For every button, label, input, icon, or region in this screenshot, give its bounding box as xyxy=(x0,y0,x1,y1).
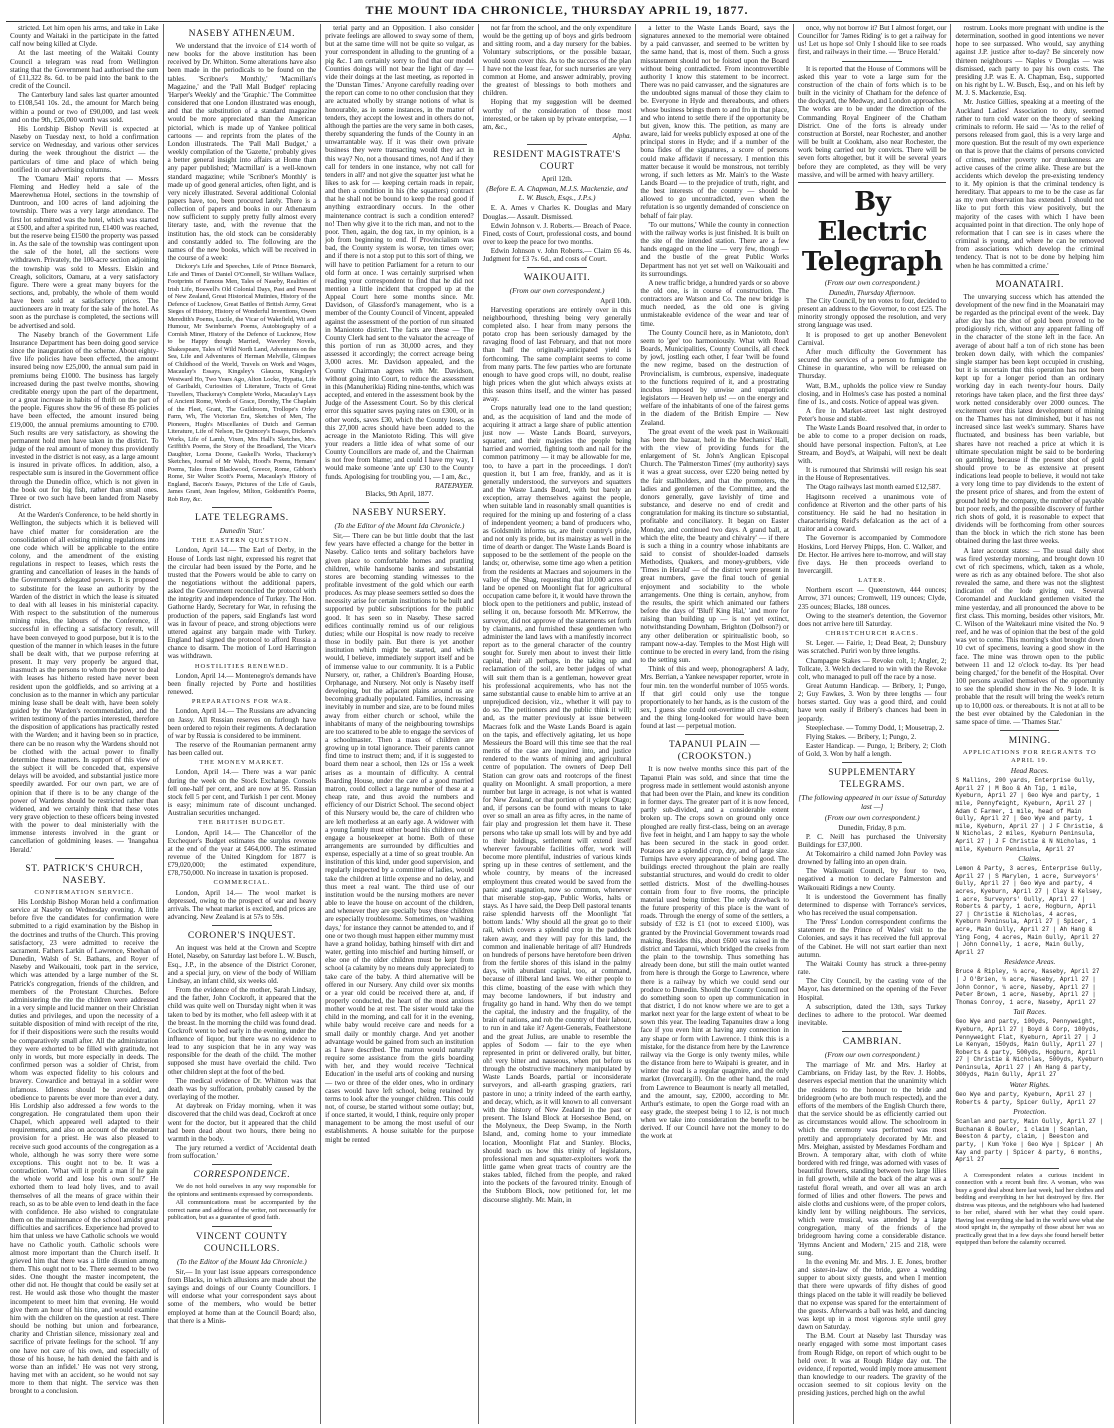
book-list: Dickory's Life and Speeches, Life of Prince Bismarck, Life and Times of Daniel O'Connell, Sir William Wallace, Footprints of Famous Men, Tales of Naseby, Realities of Irish Life, Boswell's Old Colonial Days, Past and Present of New Zealand, Great Historical Mutinies, History of the Defence of Lucknow, Great Battles of British Army, Great Sieges of History, History of Wonderful Inventions, Owen Meredith's Poems, Lucile, the Vicar of Wakefield, Wit and Humour, Mr Swinburne's Poems, Autobiography of a Cornish Miner, History of the Defence of Lucknow, How to be Happy though Married, Waverley Novels, Shakespeare, Tales of Wild North Land, Adventures on the Sea, Life and Adventures of Herman Melville, Glimpses of Childhood of the World, Travels on Work and Wages, Macaulay's Essays, Kingsley's Glaucus, Kingsley's Westward Ho, Two Years Ago, Alton Locke, Hypatia, Life of Garibaldi, Curiosities of Literature, Tracts of Great Travellers, Thackeray's Complete Works, Macaulay's Lays of Ancient Rome, Words of Grace, Dorothy, The Chaplain of the Fleet, Grant, The Guildroom, Trollope's Orley Farm, Wh, The Victorian Era, Sketches of Men, The Pioneers, Hugh's Miscellanies of Dutch and German Literature, Life of Nelson, De Quincey's Essays, Dickens's Works, Life of Lamb, Vixen, Mrs Hall's Sketches, Mrs. Griffith's Poems, the Story of the Broadland, The Vicar's Daughter, Lorna Doone, Gaskell's Works, Thackeray's Sketches, Journal of Mr Walsh, Hood's Poems, Hemans' Poems, Tales from Blackwood, Greece, Rome, Gibbon's Rome, Sir Walter Scott's Poems, Macaulay's History of England, Bacon's Essays, Pictures of the Life of Gauls, James Grant, Jean Ingelow, Milton, Goldsmith's Poems, Rob Roy, &c. xyxy=(167,263,317,503)
supplementary-note: [The following appeared in our issue of Saturday last —] xyxy=(798,793,946,812)
dateline: April 10th. xyxy=(600,297,632,306)
section-label: THE MONEY MARKET. xyxy=(199,759,285,767)
column-3 xyxy=(320,24,478,1424)
divider xyxy=(842,1031,901,1032)
headline-late-telegrams: LATE TELEGRAMS. xyxy=(194,513,289,524)
article-paragraph: A later account states: — The usual daily shot was fired yesterday morning, and brought down 10 cwt of rich specimens, which, taken as a whole, were as rich as any obtained before. The shot also revealed the same, and there was not the slightest indication of the lode giving out. Several Coromandel and Auckland gentlemen visited the mine yesterday, and all pronounced the above to be first class. This morning, besides other visitors, Mr. C. Wilson of the Waitekauri mine visited the No. 9 reef, and he was of opinion that the best of the gold was yet to come. This morning's shot brought down 10 cwt of specimens, leaving a good show in the face. The mine was thrown open to the public between 11 and 12 o'clock to-day. Its 'per head being charged,' for the benefit of the Hospital. Over 100 persons availed themselves of the opportunity to see the splendid show in the No. 9 lode. It is probable that the result will bring the week's return up to 10,000 ozs. or thereabouts. It is not at all to be the best ever obtained by the Caledonian in the same space of time. — 'Thames Star.' xyxy=(955,546,1105,726)
divider xyxy=(212,1164,271,1165)
editorial-note: All communications must be accompanied by the correct name and address of the writer, not necessarily for publication, but as a guarantee of good faith. xyxy=(167,1199,317,1222)
article-paragraph: A new traffic bridge, a hundred yards or so above the old one, is in course of construction. The contractors are Watson and Co. The new bridge is much needed, as the old one is giving unmistakeable evidence of the wear and tear of time. xyxy=(640,278,789,328)
headline-tapanui-plain: TAPANUI PLAIN — (CROOKSTON.) xyxy=(668,740,761,763)
correspondent-source: (From our own correspondent.) xyxy=(824,1050,920,1060)
telegram-item: The Otago railways last month earned £12,587. xyxy=(805,483,941,492)
headline-resident-magistrate: RESIDENT MAGISTRATE'S COURT xyxy=(493,150,621,173)
article-paragraph: The unvarying success which has attended the development of the new find in the Moanatairi may be regarded as the principal event of the week. Day after day has the shot of gold been proved to be prodigiously rich, without any apparent falling off in the character of the stone left in the face. An average of about half a ton of rich stone has been broken down daily, with which the companies' single stamper has been kept occupied in crushing, but it is uncertain that this operation has not been kept up for a longer period than an ordinary working day in each twenty-four hours. Daily retorings have taken place, and the first three days' work netted considerably over 2000 ounces. The excitement over this latest development of mining on the Thames has not diminished, but it has not increased since last week's summary. Shares have fluctuated, and business has been variable, but shares have not reached a price at which it is ultimate speculation might be said to be bordering on gambling, because if the present shot of gold should prove to be as extensive at present indications lead people to believe, it would not take a very long time to pay dividends to the extent of the present price of shares, and from the extent of ground held by the company, the number of payable but poor reefs, and the possible discovery of further rich shots of gold, it is reasonable to expect that dividends will be forthcoming from other sources than the block in which the rich stone has been obtained during the last three weeks. xyxy=(955,292,1105,546)
correspondent-source: (From our own correspondent.) xyxy=(824,813,920,823)
article-paragraph: London, April 14.— Montenegro's demands have been finally rejected by Porte and hostilities renewed. xyxy=(167,671,317,697)
section-label: HOSTILITIES RENEWED. xyxy=(194,662,289,670)
correspondent-source: (From our own correspondent.) xyxy=(509,286,605,296)
signature: RATEPAYER. xyxy=(435,481,474,490)
article-paragraph: The 'Oamaru Mail' reports that — Messrs Fleming and Hedley held a sale of the Maerewhenua Hotel, sections in the township of Duntroon, and 100 acres of land adjoining the township. There was a very large attendance. The first lot submitted was the hotel, which was started at £500, and after a spirited run, £1400 was reached, but the reserve being £1500 the property was passed in. As the sale of the township was contingent upon the sale of the hotel, all the sections were withdrawn. Privately, the 100-acre section adjoining the township was sold to Messrs. Elskin and Creagh, solicitors, Oamaru, at a very satisfactory figure. There were a great many buyers for the sections, and, probably, the whole of them would have been sold at satisfactory prices. The auctioneers are in treaty for the sale of the hotel. As soon as the purchase is completed, the sections will be advertised and sold. xyxy=(10,174,159,330)
divider xyxy=(798,182,947,183)
article-paragraph: The Naseby branch of the Government Life Insurance Department has been doing good service since the inauguration of the scheme. About eighty-five life policies have been effected, the amount insured being now £25,000, the annual sum paid in premiums being £1000. The business has largely increased during the past twelve months, showing creditable energy upon the part of the department, or a great increase in habits of thrift on the part of the people. Figures show the 96 of these 85 policies have been effected, the amount insured being £19,000, the annual premiums amounting to £700. Such results are very satisfactory, as showing the permanent hold men have taken in the district. To judge of the real amount of money thus providently invested in the district is not easy, as a large amount is insured in private offices. In addition, also, a respectable sum is insured in the Government office through the Dunedin office, which is not given in the book out for big fish, rather than small ones. Three or two such have been landed from Naseby district. xyxy=(10,330,159,511)
headline-moanatairi: MOANATAIRI. xyxy=(995,279,1064,290)
telegraph-source: (From our own correspondent.) xyxy=(824,277,920,287)
telegram-item: St. Leger. — Fairie, 1; Dead Beat, 2; Dunsbury was scratched. Puriri won by three lengths. xyxy=(797,639,947,656)
telegram-item: Flying Stakes. — Bribery, 1; Pungo, 2. xyxy=(805,732,917,741)
section-label: Head Races. xyxy=(1010,766,1049,776)
article-paragraph: It is now twelve months since this part of the Tapanui Plain was sold, and since that time the progress made in settlement would astonish anyone that had been over the Plain, and knew its condition in former days. The greater part of it is now fenced, partly sub-divided, and a considerable extent broken up. The crops sown on ground only once ploughed are really first-class, being on an average five feet in height, and I am happy to say the whole has been secured in the stack in good order. Potatoes are a splendid crop, dry, and of large size. Turnips have every appearance of being good. The buildings erected throughout the plain are really substantial structures, and would do credit to older settled districts. Most of the dwelling-houses contain from four to five rooms, the principle material used being timber. The only drawback to the future prosperity of this place is the want of roads. Through the energy of some of the settlers, a subsidy of £32 is £1 (not to exceed £100), was granted by the Provincial Government towards road making. Besides this, about £600 was raised in the district and Tapanui, which bridged the creeks from the plain to the township. Thus something has already been done, but still the main outlet wanted from here is through the Gorge to Lawrence, where there is a railway by which we could send our produce to Dunedin. Should the County Council not do something soon to open up communication in that district, I do not know where we are to get a market next year for the large extent of wheat to be sown this year. The leading Tapanuites draw a long face if you even hint at having any connection in any shape or form with Lawrence. I think this is a mistake, for the distance from here by the Lawrence railway via the Gorge is only twenty miles, while the distance from here to Waipahi is greater, and in winter the road is a regular quagmire, and the only market (Invercargill). On the other hand, the road from Lawrence to Beaumont is nearly all metalled, and the amount, say, £2000, according to Mr. Arthur's estimate, to open the Gorge road with an easy grade, the steepest being 1 to 12, is not much when we take into consideration the benefit to be derived. If our Council have not the money to do the work at xyxy=(640,765,789,1141)
article-paragraph: E. A. Ames v Charles K. Douglas and Mary Douglas.— Assault. Dismissed. xyxy=(482,204,632,221)
telegram-item: It is proposed to get up another Benevolent Carnival. xyxy=(797,330,947,347)
divider xyxy=(212,925,271,926)
letter-to-editor: (To the Editor of the Mount Ida Chronicle.) xyxy=(334,521,465,531)
mining-list: Geo Wye and party, Kyeburn, April 27 | Roberts & party, Spicer Gully, April 27 xyxy=(955,1091,1096,1106)
headline-supplementary-telegrams: SUPPLEMENTARY TELEGRAMS. xyxy=(828,768,917,791)
mining-subheading: APPLICATIONS FOR REGRANTS TO APRIL 19. xyxy=(962,748,1097,765)
divider xyxy=(842,762,901,763)
article-paragraph: 'To our muttons,' While the county in connection with the railway works is just finished. It is built on the site of the intended station. There are a few hands engaged on the line — very few, though — and the bustle of the great Public Works Department has not yet set well on Waikouaiti and its surroundings. xyxy=(640,220,789,278)
telegram-item: At Tokomairiro a child named John Povley was drowned by falling into an open drain. xyxy=(797,849,947,867)
section-label: THE BRITISH BUDGET. xyxy=(198,819,286,827)
court-bench: (Before E. A. Chapman, M.J.S. Mackenzie, and L. W. Busch, Esqs., J.P.s.) xyxy=(486,184,628,203)
telegram-item: Northern escort — Queenstown, 444 ounces; Arrow, 371 ounces; Cromwell, 119 ounces; Clyde, 235 ounces; Blacks, 188 ounces. xyxy=(797,586,947,611)
telegram-item: The City Council, by ten votes to four, decided to present an address to the Governor, to cost £25. The minority strongly opposed the resolution, and very strong language was used. xyxy=(797,296,947,330)
divider xyxy=(685,734,744,735)
editorial-note: We do not hold ourselves in any way responsible for the opinions and sentiments expressed by correspondents. xyxy=(167,1183,317,1198)
signature: Alpha. xyxy=(612,132,632,141)
section-label: Claims. xyxy=(1018,854,1042,864)
article-paragraph: We understand that the invoice of £14 worth of new books for the above institution has been received by Dr. Whitton. Some alterations have also been made in the periodicals to be found on the tables. 'Scribner's Monthly,' 'Macmillan's Magazine,' and the 'Pall Mall Budget' replacing 'Harper's Weekly' and the 'Graphic.' The Committee considered that one London illustrated was enough, and that the substitution of a standard magazine would be more appreciated than the American pictorial, which is made up of Yankee political cartoons — and reprints from the plates of the London illustrateds. The 'Pall Mall Budget,' a weekly compilation of the 'Gazette,' probably gives a better general insight into affairs at Home than any paper published; 'Macmillan' is a well-known standard magazine; while 'Scribner's Monthly' is made up of good general articles, often light, and is very nicely illustrated. Several additional Colonial papers have, too, been procured lately. There is a collection of papers and books in our Athenæum now sufficient to supply pretty fully almost every literary taste, and, with the revenue that the institution has, the old stock can be considerably and constantly added to. The following are the names of the new books, which will be received in the course of a week: xyxy=(167,42,317,263)
headline-waikouaiti: WAIKOUAITI. xyxy=(523,273,591,284)
column-2 xyxy=(163,24,321,1424)
telegram-item: A fire in Market-street last night destroyed Peter's house and stable. xyxy=(797,407,947,424)
article-paragraph: London, April 14.— There was a war panic during the week on the Stock Exchange. Consols fell one-half per cent, and are now at 95. Russian stock fell 5 per cent, and Turkish 1 per cent. Money is easy; minimum rate of discount unchanged. Australian securities unchanged. xyxy=(167,768,317,818)
telegram-item: Steeplechase. — Tommy Dodd, 1; Mousetrap, 2. xyxy=(805,723,945,732)
telegram-source: Dunedin 'Star.' xyxy=(219,526,265,536)
telegram-item: The Governor is accompanied by Commodore Hoskins, Lord Hervey Phipps, Hon. C. Walker, and Dr. Hector. He arrives here to-morrow, and will stay five days. He then proceeds overland to Invercargill. xyxy=(797,534,947,575)
article-paragraph: The Canterbury land sales last quarter amounted to £108,541 10s. 2d., the amount for March being within a pound or two of £90,000, and last week and on the 9th, £26,000 worth was sold. xyxy=(10,91,159,124)
section-label: COMMERCIAL. xyxy=(213,879,271,887)
article-paragraph: The jury returned a verdict of 'Accidental death from suffocation.' xyxy=(167,1144,317,1161)
mining-list: Scanlan and party, Main Gully, April 27 | Buchanan & Bowler, 1 claim | Scanlan, Beeston & party, claim, | Beeston and party, | Kum Yoke | Geo Wye | Spicer | Ah Kay and party | Spicer & party, 6 months, April 27 xyxy=(955,1118,1104,1164)
divider xyxy=(1000,730,1059,731)
divider xyxy=(1000,1168,1059,1169)
article-paragraph: From the evidence of the mother, Sarah Lindsay, and the father, John Cockroft, it appeared that the child was quite well on Thursday night when it was taken to bed by its mother, who fell asleep with it at the breast. In the morning the child was found dead. Cockroft went to bed early in the evening, under the influence of liquor, but there was no evidence to lead to any suspicion that he in any way was responsible for the death of the child. The mother supposed she must have overlaid the child. Two other children slept at the foot of the bed. xyxy=(167,986,317,1076)
mining-list: Bruce & Ripley, ¼ acre, Naseby, April 27 | J O'Brien, ¼ acre, Naseby, April 27 | John Connor, ¼ acre, Naseby, April 27 | Peter Brown, 1 acre, Naseby, April 27 | Thomas Conroy, 1 acre, Naseby, April 27 xyxy=(955,968,1100,1006)
article-paragraph: Hoping that my suggestion will be deemed worthy of the consideration of those most interested, or be taken up by private enterprise, — I am, &c., xyxy=(482,98,632,131)
article-paragraph: Crops naturally lead one to the land question; and, as the acquisition of land and the mode of acquiring it attract a large share of public attention just now — Waste Lands Board, surveyors, squatter, and their majesties the people being harried and worried, fighting tooth and nail for the common patrimony — it may be allowable for me, too, to have a part in the proceedings. I don't question it, but I am free, frankly, and as it is generally understood, the surveyors and squatters and the Waste Lands Board, with but barely an exception, array themselves against the people, when suitable land in reasonably small quantities is required for the mining up and fostering of a class of independent yeomen; a band of producers who, as Goldsmith informs us, are their country's pride, and not only its pride, but its mainstay as well in the time of dearth or danger. The Waste Lands Board is supposed to be the settlement of the people on the lands; or, otherwise, some time ago when a petition from the residents at Macraes and sojourners in the valley of the Shag, requesting that 10,000 acres of land be opened on Moonlight flat for agricultural occupation came before it, it would have thrown the block open to the petitioners and public, instead of selling it on, because forsooth Mr. M'Kerrow, the surveyor, did not approve of the statements set forth by claimants, and furnished these gentlemen who administer the land laws with a manifestly incorrect report as to the general character of the country sought for. Surely men about to invest their little capital, their all perhaps, in the taking up and reclamation of the soil, are better judges of what will suit them than is a gentleman, however great his professional acquirements, who has not the same substantial cause to enable him to arrive at an unprejudiced decision, viz., whether it will pay to do so. The petitioners and the public think it will; and, as the matter previously at issue between Macraes folk and the Waste Lands Board is again on the tapis, and effectively agitating, let us hope Messieurs the Board will this time see that the real merits of the case are inquired into, and justice rendered to the wants of mining and agricultural centre of population. The owners of Deep Dell Station can grow oats and rootcrops of the finest quality on Moonlight. A small proportion, a mere number but large in acreage, is not what is wanted for New Zealand, or that portion of it yclept Otago; and, if persons can be found with means to take over so small an area as fifty acres, in the name of fair play and progression let them have it. These persons who take up small lots will by and bye add to their holdings, settlement will extend itself wherever favourable facilities offer, work will become more plentiful, industries of various kinds spring up in these centres of settlement, and the whole country, by means of the increased employment thus created would be saved from the panic and stagnation, now so common, whenever that miserable stop-gap, Public Works, halts or stays. As I have said, the Deep Dell pastoral tenants raise splendid harvests off the Moonlight 'fat bottom lands.' Why should all the great go to their rail, which covers a splendid crop in the paddock taken away, and they will pay for this land, the common and inalienable heritage of all? Hundreds on hundreds of persons have heretofore been driven from the fertile shores of this island in the palmy days, with abundant capital, too, at command, because of illiberal land laws. We either people to this clime, boasting of the ease with which they may become landowners, if but industry and frugality go hand in hand. Why then do we tempt the capital, the industry and the frugality, of the brain of nations, and rob the country of their labour, to run in and take it? Agent-Generals, Featherstone and the great Julius, are unable to resemble the apples of Sodom — fair to the eye when represented in print or delivered orally, but bitter, oh! very bitter and nauseous, when put before us through the obstructive machinery manipulated by Waste Lands Boards, partial or inconsiderate surveyors, and all-earth grasping graziers, rari pastore in uno; a trinity indeed of the earth earthy, and decay, which, as it will known to all conversant with the history of New Zealand in the past or present. The Island Block at Horseshoe Bend, on the Molyneux, the Deep Swamp, in the North Island, and, coming home to your immediate location, Moonlight Flat and Stanley. Blocks, should teach us how this trinity of legislators, professional men and squatter-exploiters work the little game when great tracts of country are the stakes tabled, filched from the people, and raked into the pockets of the favoured trinity. Enough of the Stubborn Block, now petitioned for, let me discourse slightly. Mr. Main, in xyxy=(482,404,632,1204)
article-paragraph: The marriage of Mr. and Mrs. Harley at Cambrians, on Friday last, by the Rev. J. Hobbs, deserves especial mention that the unanimity which the residents to the honour to the bride and bridegroom (who are both much respected), and the efforts of the members of the English Church there, that the service should be as efficiently carried out as circumstances would allow. The schoolroom in which the ceremony was performed was most prettily and appropriately decorated by Mr. and Mrs. Meighan, assisted by Mesdames Fordham and Brown. A temporary altar, with cloth of white bordered with red fringe, was adorned with vases of beautiful flowers, standing between two large lilies in full growth, while at the back of the altar was a tasteful floral wreath, and over all was an arch formed of lilies and other flowers. The pews and aisle cloths and cushions were, of the proper colors, kindly lent by willing neighbours. The services, which were musical, was attended by a large congregation, many of the friends of the bridegroom having come a considerable distance. 'Hymns Ancient and Modern,' 215 and 218, were sung. xyxy=(797,1061,947,1257)
telegram-item: The Waste Lands Board resolved that, in order to be able to come to a proper decision on roads, should have personal inspection. Fulton's, at Lee Stream, and Boyd's, at Waipahi, will next be dealt with. xyxy=(797,424,947,465)
telegram-item: P. C. Neill has purchased the University Buildings for £37,000. xyxy=(797,832,947,849)
mining-list: Lemon & Party, 3 acres, Enterprise Gully, April 27 | S Marylen, 1 acre, Surveyors' Gully, April 27 | Geo Wye and party, 4 acres, Kyeburn, April 27 | Clay & Kelsey, 1 acre, Surveyors' Gully, April 27 | Roberts & party, 1 acre, Hogburn, April 27 | Christie & Nicholas, 4 acres, Kyeburn Peninsula, April 27 | Spicer, 1 acre, Main Gully, April 27 | Ah Hang & Ying Fong, 4 acres, Main Gully, April 27 | John Connelly, 1 acre, Main Gully, April 27 xyxy=(955,865,1104,956)
telegram-item: A subscription, dated the 13th, says Turkey declines to adhere to the protocol. War deemed inevitable. xyxy=(797,1002,947,1027)
masthead xyxy=(6,0,1108,22)
telegram-item: It is understood the Government has finally determined to dispense with Torrance's services, who has received the usual compensation. xyxy=(797,892,947,917)
article-paragraph: stricted. Let him open his arms, and take in Lake County and Waitaki in the participate in the fatted calf now being killed at Clyde. xyxy=(10,24,159,49)
article-paragraph: London, April 14.— The Earl of Derby, in the House of Lords last night, expressed his regret that the circular had been issued by the Porte, and he trusted that the Powers would be able to carry on the negotiations without the additional papers, asked the Government reconciled the protocol with the integrity and independence of Turkey. The Hon. Gathorne Hardy, Secretary for War, in refusing the production of the papers, said England's last word was in favour of peace, and strong objections were uttered against any bargain made with Turkey. England had signed the protocol to afford Russia a chance to disarm. The motion of Lord Harrington was withdrawn. xyxy=(167,546,317,661)
article-paragraph: An inquest was held at the Crown and Sceptre Hotel, Naseby, on Saturday last before L. W. Busch, Esq., J.P., in the absence of the District Coroner, and a special jury, on view of the body of William Lindsay, an infant child, six weeks old. xyxy=(167,944,317,985)
headline-correspondence: CORRESPONDENCE. xyxy=(193,1170,291,1181)
letter-to-editor: (To the Editor of the Mount Ida Chronicle.) xyxy=(176,1256,307,1266)
section-label: CHRISTCHURCH RACES. xyxy=(825,630,919,638)
article-paragraph: rostrum. Looks more pregnant with undine is the determination, soothed in good intentions we never hope to see surpassed. Who would, say anything against J.P. justice after to-day? Be sincerely now thirteen neighbours — Naples v Douglas — was dismissed, each party to pay his own costs. The presiding J.P. was E. A. Chapman, Esq., supported on his right by L. W. Busch, Esq., and on his left by M. J. S. Mackenzie, Esq. xyxy=(955,24,1105,98)
column-5 xyxy=(635,24,793,1424)
telegram-item: Watt, B.M., upholds the police view re Sunday closing, and in Holmes's case has posted a nominal fine of 1s., and costs. Notice of appeal was given. xyxy=(797,381,947,406)
section-label: THE EASTERN QUESTION. xyxy=(191,537,292,545)
telegram-item: After much difficulty the Government has secured the services of a person to fumigate the Chinese in quarantine, who will be released on Thursday. xyxy=(797,347,947,381)
dateline: Blacks, 9th April, 1877. xyxy=(365,489,434,498)
section-label: Protection. xyxy=(1013,1107,1047,1117)
telegram-item: Champagne Stakes — Revoke colt, 1; Angler, 2; Tollcate, 3. Welch declared to win with the Revoke colt, who managed to pull off the race by a nose. xyxy=(797,656,947,681)
mining-list: S Mallins, 200 yards, Enterprise Gully, April 27 | M Boo & Ah Tip, 1 mile, Kyeburn, April 27 | Geo Wye and party, 1 mile, Pennyfeight, Kyeburn, April 27 | Adam C Farmer, 1 mile, head of Main Gully, April 27 | Geo Wye and party, 1 mile, Kyeburn, April 27 | J F Christie, & N Nicholas, 2 miles, Kyeburn Peninsula, April 27 | J F Christie & N Nicholas, 1 mile, Kyeburn Peninsula, April 27 xyxy=(955,777,1104,853)
headline-vincent-county: VINCENT COUNTY COUNCILLORS. xyxy=(195,1231,288,1254)
telegram-item: Owing to the steamer's detention, the Governor does not arrive here till Saturday. xyxy=(797,611,947,628)
section-label: Water Rights. xyxy=(1009,1080,1051,1090)
article-paragraph: once, why not borrow it? But I almost forget, our Councillor for 'James Riding' is to get a railway for us! Let us hope so! Only I should like to see roads first, and railways in their time. — 'Bruce Herald.' xyxy=(797,24,947,57)
article-paragraph: Harvesting operations are entirely over in this neighbourhood, threshing being very generally completed also. I hear from many persons the potato crop has been seriously damaged by the ravaging flood of last February, and that not more than half the originally-anticipated yield is forthcoming. The same complaint seems to come from many parts. The few parties who are fortunate enough to have good crops will, no doubt, realise high prices when the glut which always exists at this season thins itself, and the winter has passed away. xyxy=(482,305,632,404)
article-paragraph: Think of this and weep, phonographers! A lady, Mrs. Berrian, a Yankee newspaper reporter, wrote in four min. ten the wonderful number of 1055 words. If that girl could only use the tongue proportionately to her hands, as is the custom of the sex, I guess she could out-overtime all cre-a-shun; and the thing long-looked for would have been found at last — perpetual motion. xyxy=(640,665,789,731)
telegram-item: The Waitaki County has struck a three-penny rate. xyxy=(797,959,947,977)
article-paragraph: His Lordship Bishop Nevill is expected at Naseby on Tuesday next, to hold a confirmation service on Wednesday, and various other services during the week throughout the district — the particulars of time and place of which being notified in our advertising columns. xyxy=(10,124,159,174)
headline-naseby-nursery: NASEBY NURSERY. xyxy=(352,508,447,519)
article-paragraph: At the Warden's Conference, to be held shortly in Wellington, the subjects which it is believed will have chief matter for consideration are the consolidation of all existing mining regulations into one code which will be applicable to the entire colony, and the amendment of the existing regulations in respect to leases, which rests the granting and cancellation of leases in the hands of the Government's delegated powers. It is proposed to substitute for the lease an authority by the Warden of the district in which the lease is situated to deal with all leases in his ministerial capacity. With respect to the substitution of the numerous mining rules, the labours of the Conference, if successful in effecting a satisfactory result, will have been conveyed to good purpose, but it is to the question of the manner in which leases in the future shall be dealt with, that we purpose referring at present. It may very properly be argued that, inasmuch as the persons to whom the power to deal with leases has hitherto rested have never been resident upon the goldfields, and so arriving at a conclusion as to the manner in which any particular mining lease shall be dealt with, have been solely guided by the Warden's recommendation, and the written testimony of the parties interested, therefore the disposition of applications has practically rested with the Warden; and it having been so in practice, there can be no reason why the Wardens should not be clothed with the actual power to finally determine these matters. In support of this view of the subject it will be conceded that, expensive delays will be avoided, and substantial justice more speedily awarded. For our own part, we are of opinion that if there is to be any change of the power of Wardens should be restricted rather than widened, and we certainly think that these votes very grave objection to these officers being invested with the power to deal ministerially with the immense interests involved in the grant or cancellation of goldmining leases. — 'Inangahua Herald.' xyxy=(10,511,159,854)
telegram-item: The 'Press' London correspondent confirms the statement re the Prince of Wales' visit to the Colonies, and says it has received the full approval of the Cabinet. He will not start earlier than next autumn. xyxy=(797,918,947,959)
article-paragraph: Edwin Johnson v. J. Roberts.— Breach of Peace. Fined, costs of Court, professional costs, and bound over to keep the peace for two months. xyxy=(482,221,632,246)
headline-coroners-inquest: CORONER'S INQUEST. xyxy=(187,931,296,942)
article-paragraph: The reserve of the Roumanian permanent army has been called out. xyxy=(167,740,317,758)
article-paragraph: The County Council here, as in Maniototo, don't seem to 'gee' too harmoniously. What with Road Boards, Municipalities, County Councils, all check by jowl, jostling each other, I fear 'twill be found the new regime, based on the destruction of Provincialism, is cumbrous, expensive, inadequate to the functions required of it, and a prostrating incubus imposed by unwise and unpatriotic legislators — Heaven help us! — on the energy and welfare of the inhabitants of one of the fairest gems in the diadem of the British Empire — New Zealand. xyxy=(640,328,789,427)
section-label: LATER. xyxy=(858,577,887,585)
dateline: Dunedin, Friday, 8 p.m. xyxy=(838,824,906,833)
article-paragraph: The B.M. Court at Naseby last Thursday was nearly engaged with some most important cases from Rough Ridge, on report of which ought to be held over. It was at Rough Ridge day out. The evidence, if reported, would imply more amusement than knowledge to our readers. The gravity of the occasion seemed to sit copious levity on the presiding justices, perched high on the awful xyxy=(797,1332,947,1398)
article-paragraph: It is reported that the House of Commons will be asked this year to vote a large sum for the construction of the chain of forts which is to be built in the vicinity of Chatham for the defence of the dockyard, the Medway, and London approaches. The works are to be under the direction of the Commanding Royal Engineer of the Chatham District. One of the forts is already under construction at Borstel, near Rochester, and another will be built at Cookham, also near Rochester, the work being carried out by convicts. There will be seven forts altogether, but it will be several years before they are completed, as they will be very massive, and will be armed with heavy artillery. xyxy=(797,64,947,179)
article-paragraph: terial party and an Opposition. I also consider private feelings are allowed to sway some of them, but at the same time will not be quite so vulgar, as your correspondent in alluding to the grunting of a pig &c. I am certainly sorry to find that our model Counties doings will not bear the light of day — vide their doings at the last meeting, as reported in the 'Dunstan Times.' Anyone carefully reading over the report can come to no other conclusion that they are actuated wholly by strange notions of what is honourable, as in some instances, in the matter of tenders, they accept the lowest and in others do not, although the parties are the very same in both cases, thereby squandering the funds of the County in an unwarrantable way. If it was their own private business they were transacting would they act in this way? No, not a thousand times, no! And if they call for tenders in one instance, why not call for tenders in all? and not give the squatter just what he likes to ask for — keeping certain roads in repair, and then a condition in his (the squatters) contract that he shall not be bound to keep the road good if anything extraordinary occurs. In the other maintenance contract is such a condition entered? no! Then why give it to the rich man, and not to the poor. Then, again, the dog tax, in my opinion, is a job from beginning to end. If Provincialism was bad, the County system is worse, ten times over; and if there is not a stop put to this sort of thing, we will have to petition Parliament for a return to our old form at once. I was certainly surprised when reading your correspondent to find that he did not mention a little incident that cropped up at the Appeal Court here some months since. Mr. Davidson, of Glassford's management, who is a member of the County Council of Vincent, appealed against the assessment of the portion of run situated in Maniototo district. The facts are these — The County Clerk had sent to the valuator the acreage of this portion of run as 30,000 acres, and they assessed it accordingly; the correct acreage being 3,000 acres. Mr. Davidson appealed, and the County Chairman agrees with Mr. Davidson, without going into Court, to reduce the assessment in this (Manuherikia) Riding nine-tenths, which was accepted, and entered in the assessment book by the Judge of the Assessment Court. So by this clerical error this squatter saves paying rates on £300, or in other words, saves £30, which the County loses, as this 27,000 acres should have been added to the acreage in the Maniototo Riding. This will give your readers a little idea of what some of our County Councillors are made of, and the Chairman is not free from blame; and could I have my way, I would make someone 'ante up' £30 to the County funds. Apologising for troubling you, — I am, &c., xyxy=(325,24,474,481)
article-paragraph: Sir,— There can be but little doubt that the last few years have effected a change for the better in Naseby. Calico tents and solitary bachelors have given place to comfortable homes and prattling children, while handsome banks and substantial stores are becoming standing witnesses to the profitable investment of the gold which our earth produces. As may please seemers settled so does the necessity arise for certain institutions to be built and supported by public subscriptions for the public good. It has seen so in Naseby. These sacred edifices continually remind us of our religious duties; while our Hospital is now ready to receive those in bodily pain. But there is yet another institution which might be started, and which would, I believe, immediately support itself and be of immense value to our community. It is a Public Nursery, or, rather, a Children's Boarding House, Orphanage, and Nursery. Not only is Naseby itself developing, but the adjacent plains around us are becoming gradually populated. Families, increasing inevitably in number and size, are to be found miles away from either church or school, while the inhabitants of many of the neighbouring townships are too scattered to be able to engage the services of a schoolmaster. Then a mass of children are growing up in total ignorance. Their parents cannot find time to instruct them; and, if it is suggested to board them near a school, then 12s or 15s a week arises as a mountain of difficulty. A central Boarding House, under the care of a good married matron, could collect a large number of these at a cheap rate, and thus avoid the numbers and efficiency of our District School. The second object of this Nursery would be, the care of children who are left motherless at an early age. A widower with a young family must either board his children out or engage a housekeeper at home. Both of these arrangements are surrounded by difficulties and expense, especially at a time of so great trouble. An institution of this kind, under good supervision, and regularly inspected by a committee of ladies, would take the children at little expense and no delay, and thus meet a real want. The third use of our institution would be the nursing mothers are never able to leave the house on account of the children, and whenever they are specially busy these children are especially troublesome. Sometimes, on 'washing days,' for instance they cannot be attended to, and if one or two though must happen either mummy must have a grand holiday, bathing himself with dirt and water, getting into mischief and hurting himself, or else one of the older children must be kept from school (a calamity by no means duly appreciated) to take care of the baby. A third alternative will be offered in our Nursery. Any child over six months or a year old could be received there at, and, if properly conducted, the heart of the most anxious mother would be at rest. The sister would take the child in the morning, and call for it in the evening, while baby would receive care and needs for a small daily or monthly charge. And yet another advantage would be gained from such an institution as I have described. The matron would naturally require some assistance from the girls boarding with her, and they would receive 'Technical Education' in the useful arts of cooking and nursing — two or three of the elder ones, who in ordinary cases would have left school, being retained by terms to look after the younger children. This could not, of course, be started without some outlay; but, if once started, it would, I think, require only proper management to be among the most useful of our establishments. A house suitable for the purpose might be rented xyxy=(325,532,474,1144)
article-paragraph: London, April 14.— The wool market is depressed, owing to the prospect of war and heavy arrivals. The wheat market is excited, and prices are advancing. New Zealand is at 57s to 59s. xyxy=(167,888,317,922)
column-6 xyxy=(793,24,951,1424)
headline-church: ST. PATRICK'S CHURCH, NASEBY. xyxy=(25,863,144,886)
subheadline-church: CONFIRMATION SERVICE. xyxy=(34,888,135,896)
dateline: Dunedin, Thursday Afternoon. xyxy=(828,288,916,297)
divider xyxy=(527,144,586,145)
divider xyxy=(1000,274,1059,275)
column-1 xyxy=(6,24,163,1424)
article-paragraph: London, April 14.— The Chancellor of the Exchequer's Budget estimates the surplus revenue at the end of the year at £464,000. The estimated revenue of the United Kingdom for 1877 is £79,020,000; the estimated expenditure, £78,750,000. No increase in taxation is proposed. xyxy=(167,828,317,878)
divider xyxy=(370,502,429,503)
divider xyxy=(527,267,586,268)
headline-athenaeum: NASEBY ATHENÆUM. xyxy=(188,29,296,39)
telegram-item: Hagitsonn received a unanimous vote of confidence at Riverton and the other parts of his constituency. He said he had no hesitation in characterising Reid's defalcation as the act of a traitor and a coward. xyxy=(797,492,947,534)
section-label: PREPARATIONS FOR WAR. xyxy=(191,698,292,706)
divider xyxy=(55,858,114,859)
section-label: Residence Areas. xyxy=(1004,957,1056,967)
divider xyxy=(842,61,901,62)
telegram-item: The City Council, by the casting vote of the Mayor, has determined on the opening of the Fever Hospital. xyxy=(797,977,947,1002)
divider xyxy=(212,507,271,508)
divider xyxy=(212,1226,271,1227)
article-paragraph: The medical evidence of Dr. Whitton was that death was by suffocation, probably caused by the overlaying of the mother. xyxy=(167,1076,317,1102)
mining-list: Geo Wye and party, 100yds, Pennyweight, Kyeburn, April 27 | Boyd & Corp, 100yds, Pennyweight Flat, Kyeburn, April 27 | J Le Kenyan, 150yds, Main Gully, April 27 | Roberts & party, 500yds, Hogburn, April 27 | Christie & Nicholas, 500yds, Kyeburn Peninsula, April 27 | Ah Hang & party, 300yds, Main Gully, April 27 xyxy=(955,1018,1104,1079)
column-4 xyxy=(478,24,636,1424)
article-paragraph: A Correspondent relates a curious incident in connection with a recent bush fire. A woman, who was busy a good deal about here last week, had her clothes and bedding and everything in her hut destroyed by fire. Her distress was piteous, and the neighbours who had hastened to her relief, shared with her what they could spare. Having lost everything she had in the world save what she stood upright in, the sympathy of those about her was so practically great that in a few days she found herself better equipped than before the calamity occurred. xyxy=(955,1171,1105,1247)
article-paragraph: Edwin Johnson v. John Roberts.— Claim £6 4s. Judgment for £3 7s. 6d., and costs of Court. xyxy=(482,247,632,264)
headline-electric-telegraph: By Electric Telegraph xyxy=(801,186,943,277)
telegram-item: It is rumoured that Shrimski will resign his seat in the House of Representatives. xyxy=(797,466,947,483)
column-7 xyxy=(950,24,1108,1424)
article-paragraph: At the last meeting of the Waitaki County Council a telegram was read from Wellington stating that the Government had authorised the sum of £11,322 8s. 6d. to be paid into the bank to the credit of the Council. xyxy=(10,49,159,91)
article-paragraph: At daybreak on Friday morning, when it was discovered that the child was dead, Cockroft at once went for the doctor, but it appeared that the child had been dead about two hours, there being no warmth in the body. xyxy=(167,1102,317,1143)
article-paragraph: In the evening Mr. and Mrs. J. E. Jones, brother and sister-in-law of the bride, gave a wedding supper to about sixty guests, and when I mention that there were upwards of fifty dishes of good things placed on the table it will readily be believed that no expense was spared for the entertainment of the guests. Afterwards a ball was held, and dancing was kept up in a most vigorous style until grey dawn on Saturday. xyxy=(797,1257,947,1332)
article-paragraph: not far from the school, and the only expenditure would be the getting up of boys and girls bedroom and sitting room, and a day nursery for the babies. Voluntary subscriptions, or the possible bazaar, would soon cover this. As to the success of the plan I have not the least fear, for such nurseries are very common at Home, and answer admirably, proving the greatest of blessings to both mothers and children. xyxy=(482,24,632,98)
article-paragraph: Sir,— In your last issue appears correspondence from Blacks, in which allusions are made about the sayings and doings of our County Councillors. I will endorse what your correspondent says about some of the members, who would be better employed at home than at the Council Board; also, that there is a Minis- xyxy=(167,1267,317,1325)
article-paragraph: a letter to the Waste Lands Board, says the signatures annexed to the memorial were obtained by a paid canvasser, and seemed to be written by the same hand, that is, most of them. Such a gross misstatement should not be foisted upon the Board without being contradicted. From incontrovertible authority I know this statement to be incorrect. There was no paid canvasser, and the signatures are the undoubted signs manual of those they claim to be. Everyone in Hyde and thereabouts, and others whose business brings them to and fro in that place, and who intend to settle there if the opportunity be but given, know this. The petition, as many are aware, laid for weeks publicly exposed at one of the principal stores in Hyde; and if a number of the bona fides of the signatures, a score of persons could make affidavit if necessary. I mention this matter because it would be monstrous, not terribly wrong, if such letters as Mr. Main's to the Waste Lands Board — to the prejudice of truth, right, and the best interests of the country — should be allowed to go uncontradicted, even when the refutation is so urgently demanded of conscience on behalf of fair play. xyxy=(640,24,789,220)
masthead-title: THE MOUNT IDA CHRONICLE, THURSDAY APRIL 19, 1877. xyxy=(365,3,749,17)
columns xyxy=(6,24,1108,1424)
telegram-item: The Waikouaiti Council, by four to two, negatived a motion to declare Palmerston and Waikouaiti Ridings a new County. xyxy=(797,867,947,892)
article-paragraph: The great event of the week past in Waikouaiti has been the bazaar, held in the Mechanics' Hall, with the view of providing funds for the enlargement of St. John's Anglican Episcopal Church. The 'Palmerston Times' (my authority) says it was a great success, over £220 being netted by the fair stallholders, and that the promoters, the ladies and gentlemen of the Committee, and the donors generally, gave lavishly of time and substance, and deserve no end of credit and congratulation for making its tincture so substantial, profitable and conciliatory. It began on Easter Monday, and continued two days. A grand ball, at which the elite, the 'beauty and chivalry' — if there is such a thing in a country whose inhabitants are said to consist of shoulder-loaded damsels Methodists, Quakers, and money-grubbers, vide 'Times in Herald' — of the district were present in great numbers, gave the final touch of genial enjoyment and sociability to the whole arrangements. One thing is certain, anyhow, from the results, the spirit which animated our fathers before the days of 'Bluff King Hal,' 'and more for raising than building up — is not yet extinct, notwithstanding Downham, Brighton (Dolbson?) or any other deliberation or spiritualistic boob, so rampant now-a-day. Temples to the Most High will continue to be erected in every land, from the rising to the setting sun. xyxy=(640,427,789,665)
article-paragraph: Mr. Justice Gillies, speaking at a meeting of the Auckland Ladies' Association to duty, seemed rather to turn cold water on the theory of seeking criminals to reform. He said — 'As to the relief of persons released from gaol, this is a very large and more question. But the result of my own experience on that is prove that the claims of persons convicted of crimes, neither poverty nor drunkenness are active causes of the crime alike. These are but the accidents which develop the pre-existing tendency to it. My opinion is that the criminal tendency is hereditary. That appears to me to be the case as far as my own observation has extended. I should not like to put forth this view positively, but the majority of the cases with which I have been acquainted point in that direction. The only hope of reformation that I can see is in cases where the criminal is young, and where he can be removed from associations which develop the criminal tendency. That is not to be done by helping him when he has committed a crime.' xyxy=(955,98,1105,270)
section-label: Tail Races. xyxy=(1013,1007,1047,1017)
article-paragraph: London, April 14.— The Russians are advancing on Jassy. All Russian reserves on furlough have been ordered to rejoin their regiments. A declaration of war by Russia is considered to be imminent. xyxy=(167,707,317,740)
headline-mining: MINING. xyxy=(1008,735,1051,746)
dateline: April 12th. xyxy=(541,175,573,184)
telegram-item: Easter Handicap. — Pungo, 1; Bribery, 2; Cloth of Gold, 3. Won by half a length. xyxy=(797,742,947,759)
article-paragraph: His Lordship Bishop Moran held a confirmation service at Naseby on Wednesday evening. A little before five the candidates for confirmation were submitted to a rigid examination by the Bishop in the doctrines and truths of the Church. This proving satisfactory, 23 were admitted to receive the sacrament. Fathers Larkin of Lawrence, Sheehan of Dunedin, Walsh of St. Bathans, and Royer of Naseby and Waikouaiti, took part in the service, which was attended by a large number of the St. Patrick's congregation, friends of the children, and members of the Protestant Churches. Before administering the rite the children were addressed in a very simple and lucid manner on their Christian duties and privileges, and upon the necessity of a suitable disposition of mind with receipt of the rite, for if their dispositions were such the results would be comparatively small after. All the administration they were exhorted to be filled with gratitude, not only in words, but more especially in deeds. The confirmed person was a soldier of Christ, from whom was expected fidelity to his colours and bravery. Cowardice and betrayal in a soldier were infamous. Idleness should be avoided, and obedience to parents be ever more than ever a duty. His Lordship also addressed a few words to the congregation. He congratulated them upon their Chapel, which appeared well adapted to their requirements, and also on account of the exuberant provision for a priest. He was also pleased to receive such good accounts of the congregation as a whole, although he was sorry there were some exceptions. This ought not to be. It was a contradiction. 'What will it profit a man if he gain the whole world and lose his own soul?' He exhorted them to lead holy lives, and to avail themselves of all the means of grace within their reach, so as to be able even to lend death in the face with confidence. He also wished to congratulate them on the maintenance of the school amidst great difficulties and sacrifices. Experience had proved to him that unless we have Catholic schools we would have no Catholic youth. Catholic schools were almost more important than the Church itself. It grieved him that there was a little disunion among them. This ought not to be. There seemed to be two sides. One thought the master incompetent, the other did not. He thought that could be easily set at rest. He would ask those who thought the master incompetent to meet him that evening. He would give them an hour of his time, and would examine him with the children on the question at rest. There should be nothing but union and forbearance, charity and Christian silence, missionary zeal and sacrifice of private feelings for the school. 'If any one have not care of his own, and especially of those of his house, he hath denied the faith and is worse than an infidel.' He was not very strong, having met with an accident, so he would not say more to them that night. The service was then brought to a conclusion. xyxy=(10,897,159,1396)
telegram-item: Great Autumn Handicap. — Bribery, 1; Pungo, 2; Guy Fawkes, 3. Won by three lengths — four horses started. Guy was a good third, and could have won easily if Bribery's chances had been in jeopardy. xyxy=(797,682,947,723)
headline-cambrian: CAMBRIAN. xyxy=(842,1037,902,1048)
